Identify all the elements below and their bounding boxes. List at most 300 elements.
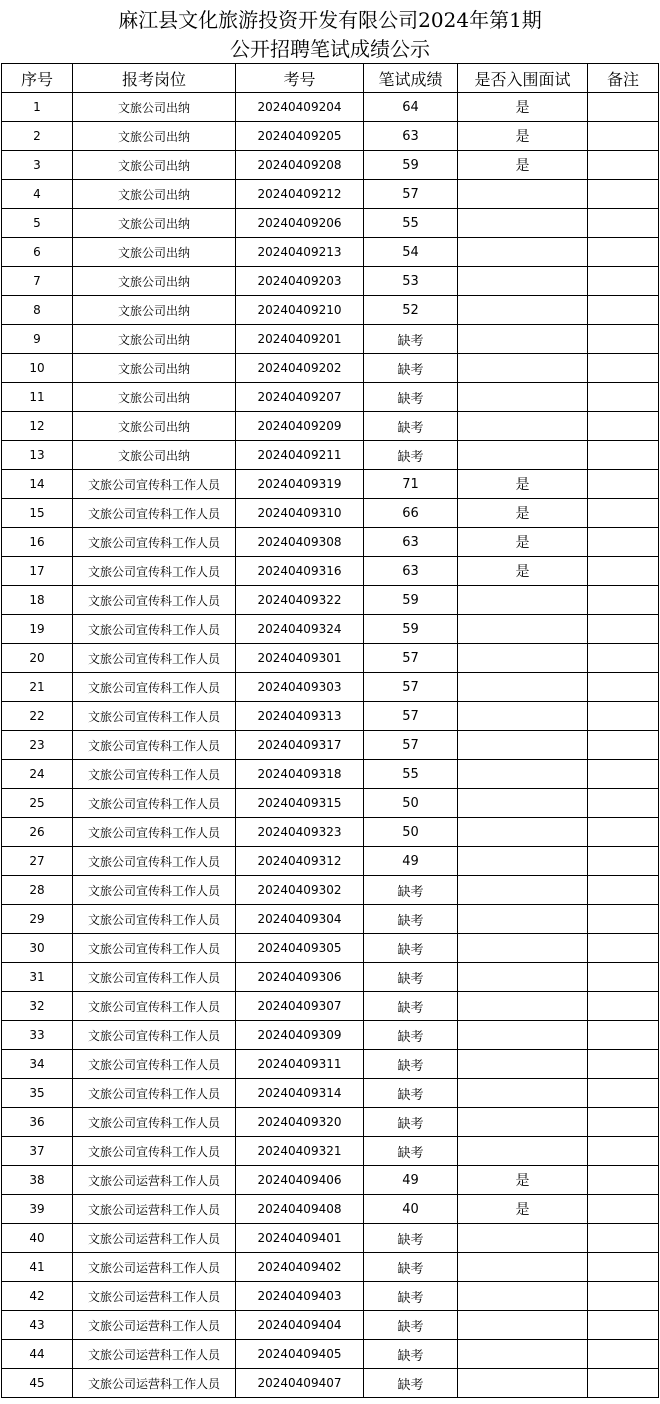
cell-remarks bbox=[588, 615, 659, 644]
table-row bbox=[2, 934, 659, 963]
cell-index: 24 bbox=[2, 760, 73, 789]
cell-shortlisted bbox=[458, 1253, 588, 1282]
title-line-1: 麻江县文化旅游投资开发有限公司2024年第1期 bbox=[118, 8, 542, 32]
cell-index: 40 bbox=[2, 1224, 73, 1253]
cell-exam-number: 20240409213 bbox=[236, 238, 364, 267]
cell-shortlisted bbox=[458, 1282, 588, 1311]
cell-score: 缺考 bbox=[364, 325, 458, 354]
cell-remarks bbox=[588, 1021, 659, 1050]
cell-exam-number: 20240409210 bbox=[236, 296, 364, 325]
cell-exam-number: 20240409208 bbox=[236, 151, 364, 180]
cell-position: 文旅公司宣传科工作人员 bbox=[73, 847, 236, 876]
cell-remarks bbox=[588, 441, 659, 470]
cell-score: 缺考 bbox=[364, 1137, 458, 1166]
header-index: 序号 bbox=[2, 64, 73, 93]
cell-exam-number: 20240409323 bbox=[236, 818, 364, 847]
cell-remarks bbox=[588, 586, 659, 615]
table-row bbox=[2, 499, 659, 528]
cell-shortlisted bbox=[458, 1079, 588, 1108]
cell-score: 59 bbox=[364, 586, 458, 615]
cell-shortlisted bbox=[458, 789, 588, 818]
cell-exam-number: 20240409201 bbox=[236, 325, 364, 354]
cell-exam-number: 20240409207 bbox=[236, 383, 364, 412]
cell-remarks bbox=[588, 644, 659, 673]
table-row bbox=[2, 1224, 659, 1253]
table-row bbox=[2, 1369, 659, 1398]
table-row bbox=[2, 441, 659, 470]
cell-exam-number: 20240409320 bbox=[236, 1108, 364, 1137]
cell-remarks bbox=[588, 557, 659, 586]
cell-position: 文旅公司运营科工作人员 bbox=[73, 1282, 236, 1311]
table-row bbox=[2, 876, 659, 905]
cell-index: 2 bbox=[2, 122, 73, 151]
cell-exam-number: 20240409211 bbox=[236, 441, 364, 470]
cell-index: 22 bbox=[2, 702, 73, 731]
cell-position: 文旅公司出纳 bbox=[73, 209, 236, 238]
cell-shortlisted bbox=[458, 296, 588, 325]
cell-exam-number: 20240409404 bbox=[236, 1311, 364, 1340]
cell-position: 文旅公司出纳 bbox=[73, 296, 236, 325]
cell-remarks bbox=[588, 1166, 659, 1195]
cell-remarks bbox=[588, 122, 659, 151]
cell-exam-number: 20240409406 bbox=[236, 1166, 364, 1195]
cell-position: 文旅公司宣传科工作人员 bbox=[73, 528, 236, 557]
cell-shortlisted bbox=[458, 1311, 588, 1340]
cell-index: 29 bbox=[2, 905, 73, 934]
cell-score: 53 bbox=[364, 267, 458, 296]
cell-exam-number: 20240409408 bbox=[236, 1195, 364, 1224]
cell-score: 缺考 bbox=[364, 1021, 458, 1050]
cell-score: 55 bbox=[364, 209, 458, 238]
table-row bbox=[2, 586, 659, 615]
cell-score: 缺考 bbox=[364, 1079, 458, 1108]
table-row bbox=[2, 528, 659, 557]
cell-remarks bbox=[588, 818, 659, 847]
cell-score: 缺考 bbox=[364, 1311, 458, 1340]
cell-score: 缺考 bbox=[364, 412, 458, 441]
cell-remarks bbox=[588, 180, 659, 209]
cell-exam-number: 20240409316 bbox=[236, 557, 364, 586]
table-row bbox=[2, 122, 659, 151]
cell-score: 缺考 bbox=[364, 1050, 458, 1079]
cell-index: 6 bbox=[2, 238, 73, 267]
cell-shortlisted bbox=[458, 586, 588, 615]
cell-score: 缺考 bbox=[364, 905, 458, 934]
table-row bbox=[2, 383, 659, 412]
cell-position: 文旅公司运营科工作人员 bbox=[73, 1340, 236, 1369]
cell-score: 54 bbox=[364, 238, 458, 267]
cell-score: 49 bbox=[364, 1166, 458, 1195]
cell-index: 1 bbox=[2, 93, 73, 122]
cell-score: 缺考 bbox=[364, 876, 458, 905]
header-remarks: 备注 bbox=[588, 64, 659, 93]
cell-exam-number: 20240409205 bbox=[236, 122, 364, 151]
cell-exam-number: 20240409206 bbox=[236, 209, 364, 238]
cell-shortlisted bbox=[458, 1021, 588, 1050]
cell-score: 66 bbox=[364, 499, 458, 528]
cell-exam-number: 20240409309 bbox=[236, 1021, 364, 1050]
cell-score: 40 bbox=[364, 1195, 458, 1224]
cell-index: 5 bbox=[2, 209, 73, 238]
cell-remarks bbox=[588, 383, 659, 412]
cell-position: 文旅公司宣传科工作人员 bbox=[73, 499, 236, 528]
cell-shortlisted: 是 bbox=[458, 151, 588, 180]
cell-index: 27 bbox=[2, 847, 73, 876]
cell-score: 57 bbox=[364, 702, 458, 731]
cell-exam-number: 20240409202 bbox=[236, 354, 364, 383]
cell-index: 4 bbox=[2, 180, 73, 209]
table-row bbox=[2, 151, 659, 180]
cell-remarks bbox=[588, 1079, 659, 1108]
cell-score: 缺考 bbox=[364, 1253, 458, 1282]
table-row bbox=[2, 644, 659, 673]
cell-index: 45 bbox=[2, 1369, 73, 1398]
table-row bbox=[2, 847, 659, 876]
cell-position: 文旅公司出纳 bbox=[73, 151, 236, 180]
cell-remarks bbox=[588, 528, 659, 557]
cell-shortlisted bbox=[458, 644, 588, 673]
cell-position: 文旅公司宣传科工作人员 bbox=[73, 557, 236, 586]
cell-index: 23 bbox=[2, 731, 73, 760]
cell-index: 34 bbox=[2, 1050, 73, 1079]
cell-shortlisted bbox=[458, 934, 588, 963]
cell-shortlisted bbox=[458, 876, 588, 905]
cell-exam-number: 20240409405 bbox=[236, 1340, 364, 1369]
table-row bbox=[2, 1253, 659, 1282]
cell-score: 缺考 bbox=[364, 354, 458, 383]
cell-remarks bbox=[588, 1311, 659, 1340]
cell-exam-number: 20240409212 bbox=[236, 180, 364, 209]
cell-remarks bbox=[588, 760, 659, 789]
cell-exam-number: 20240409321 bbox=[236, 1137, 364, 1166]
table-row bbox=[2, 615, 659, 644]
cell-score: 缺考 bbox=[364, 1282, 458, 1311]
table-body bbox=[2, 93, 659, 1398]
table-row bbox=[2, 760, 659, 789]
cell-remarks bbox=[588, 847, 659, 876]
cell-remarks bbox=[588, 209, 659, 238]
cell-exam-number: 20240409322 bbox=[236, 586, 364, 615]
cell-exam-number: 20240409301 bbox=[236, 644, 364, 673]
cell-index: 14 bbox=[2, 470, 73, 499]
cell-score: 49 bbox=[364, 847, 458, 876]
cell-index: 44 bbox=[2, 1340, 73, 1369]
cell-position: 文旅公司宣传科工作人员 bbox=[73, 731, 236, 760]
cell-index: 17 bbox=[2, 557, 73, 586]
cell-remarks bbox=[588, 1137, 659, 1166]
cell-remarks bbox=[588, 412, 659, 441]
table-row bbox=[2, 267, 659, 296]
table-row bbox=[2, 1340, 659, 1369]
cell-exam-number: 20240409319 bbox=[236, 470, 364, 499]
cell-score: 57 bbox=[364, 644, 458, 673]
cell-shortlisted: 是 bbox=[458, 122, 588, 151]
cell-shortlisted bbox=[458, 412, 588, 441]
cell-shortlisted bbox=[458, 818, 588, 847]
cell-position: 文旅公司宣传科工作人员 bbox=[73, 1137, 236, 1166]
cell-exam-number: 20240409307 bbox=[236, 992, 364, 1021]
cell-index: 3 bbox=[2, 151, 73, 180]
cell-position: 文旅公司宣传科工作人员 bbox=[73, 644, 236, 673]
cell-score: 57 bbox=[364, 673, 458, 702]
cell-score: 缺考 bbox=[364, 1369, 458, 1398]
cell-score: 缺考 bbox=[364, 934, 458, 963]
cell-index: 25 bbox=[2, 789, 73, 818]
table-row bbox=[2, 470, 659, 499]
cell-shortlisted bbox=[458, 354, 588, 383]
cell-shortlisted bbox=[458, 441, 588, 470]
cell-index: 37 bbox=[2, 1137, 73, 1166]
cell-exam-number: 20240409407 bbox=[236, 1369, 364, 1398]
cell-position: 文旅公司宣传科工作人员 bbox=[73, 876, 236, 905]
table-row bbox=[2, 963, 659, 992]
cell-position: 文旅公司出纳 bbox=[73, 93, 236, 122]
cell-index: 42 bbox=[2, 1282, 73, 1311]
cell-position: 文旅公司宣传科工作人员 bbox=[73, 1050, 236, 1079]
cell-score: 55 bbox=[364, 760, 458, 789]
table-row bbox=[2, 1108, 659, 1137]
cell-position: 文旅公司出纳 bbox=[73, 325, 236, 354]
table-row bbox=[2, 209, 659, 238]
results-table bbox=[1, 63, 659, 1398]
cell-remarks bbox=[588, 1282, 659, 1311]
cell-index: 35 bbox=[2, 1079, 73, 1108]
cell-position: 文旅公司运营科工作人员 bbox=[73, 1369, 236, 1398]
cell-exam-number: 20240409312 bbox=[236, 847, 364, 876]
cell-score: 缺考 bbox=[364, 963, 458, 992]
cell-position: 文旅公司宣传科工作人员 bbox=[73, 1079, 236, 1108]
table-row bbox=[2, 1050, 659, 1079]
cell-score: 缺考 bbox=[364, 1224, 458, 1253]
table-row bbox=[2, 296, 659, 325]
table-row bbox=[2, 325, 659, 354]
cell-shortlisted bbox=[458, 325, 588, 354]
cell-score: 57 bbox=[364, 731, 458, 760]
cell-exam-number: 20240409318 bbox=[236, 760, 364, 789]
cell-score: 50 bbox=[364, 818, 458, 847]
cell-position: 文旅公司运营科工作人员 bbox=[73, 1166, 236, 1195]
cell-index: 13 bbox=[2, 441, 73, 470]
cell-index: 18 bbox=[2, 586, 73, 615]
cell-position: 文旅公司宣传科工作人员 bbox=[73, 470, 236, 499]
cell-remarks bbox=[588, 354, 659, 383]
cell-index: 28 bbox=[2, 876, 73, 905]
cell-shortlisted bbox=[458, 1050, 588, 1079]
cell-shortlisted: 是 bbox=[458, 1166, 588, 1195]
cell-position: 文旅公司宣传科工作人员 bbox=[73, 992, 236, 1021]
cell-position: 文旅公司宣传科工作人员 bbox=[73, 673, 236, 702]
cell-shortlisted bbox=[458, 905, 588, 934]
cell-index: 12 bbox=[2, 412, 73, 441]
cell-remarks bbox=[588, 1340, 659, 1369]
header-shortlisted: 是否入围面试 bbox=[458, 64, 588, 93]
cell-position: 文旅公司出纳 bbox=[73, 383, 236, 412]
cell-shortlisted bbox=[458, 992, 588, 1021]
cell-position: 文旅公司运营科工作人员 bbox=[73, 1195, 236, 1224]
cell-position: 文旅公司宣传科工作人员 bbox=[73, 818, 236, 847]
cell-remarks bbox=[588, 1253, 659, 1282]
cell-index: 36 bbox=[2, 1108, 73, 1137]
cell-position: 文旅公司宣传科工作人员 bbox=[73, 1108, 236, 1137]
cell-exam-number: 20240409303 bbox=[236, 673, 364, 702]
cell-score: 缺考 bbox=[364, 1108, 458, 1137]
table-row bbox=[2, 412, 659, 441]
cell-exam-number: 20240409402 bbox=[236, 1253, 364, 1282]
cell-exam-number: 20240409324 bbox=[236, 615, 364, 644]
cell-index: 43 bbox=[2, 1311, 73, 1340]
cell-shortlisted bbox=[458, 383, 588, 412]
cell-shortlisted bbox=[458, 238, 588, 267]
table-row bbox=[2, 731, 659, 760]
cell-remarks bbox=[588, 1224, 659, 1253]
cell-position: 文旅公司运营科工作人员 bbox=[73, 1224, 236, 1253]
cell-exam-number: 20240409315 bbox=[236, 789, 364, 818]
cell-exam-number: 20240409308 bbox=[236, 528, 364, 557]
cell-remarks bbox=[588, 934, 659, 963]
cell-index: 38 bbox=[2, 1166, 73, 1195]
cell-remarks bbox=[588, 325, 659, 354]
table-row bbox=[2, 673, 659, 702]
cell-remarks bbox=[588, 1050, 659, 1079]
cell-remarks bbox=[588, 876, 659, 905]
table-row bbox=[2, 905, 659, 934]
cell-index: 16 bbox=[2, 528, 73, 557]
cell-exam-number: 20240409317 bbox=[236, 731, 364, 760]
cell-exam-number: 20240409313 bbox=[236, 702, 364, 731]
table-row bbox=[2, 1311, 659, 1340]
cell-score: 缺考 bbox=[364, 383, 458, 412]
cell-position: 文旅公司出纳 bbox=[73, 412, 236, 441]
cell-shortlisted: 是 bbox=[458, 1195, 588, 1224]
cell-shortlisted: 是 bbox=[458, 528, 588, 557]
cell-remarks bbox=[588, 93, 659, 122]
header-exam-number: 考号 bbox=[236, 64, 364, 93]
cell-remarks bbox=[588, 1369, 659, 1398]
cell-shortlisted bbox=[458, 1340, 588, 1369]
cell-remarks bbox=[588, 963, 659, 992]
cell-remarks bbox=[588, 296, 659, 325]
header-position: 报考岗位 bbox=[73, 64, 236, 93]
cell-shortlisted bbox=[458, 267, 588, 296]
cell-remarks bbox=[588, 702, 659, 731]
cell-exam-number: 20240409403 bbox=[236, 1282, 364, 1311]
cell-exam-number: 20240409204 bbox=[236, 93, 364, 122]
cell-score: 63 bbox=[364, 557, 458, 586]
cell-index: 20 bbox=[2, 644, 73, 673]
cell-shortlisted bbox=[458, 731, 588, 760]
cell-position: 文旅公司宣传科工作人员 bbox=[73, 963, 236, 992]
cell-remarks bbox=[588, 992, 659, 1021]
cell-shortlisted bbox=[458, 673, 588, 702]
cell-index: 10 bbox=[2, 354, 73, 383]
cell-index: 21 bbox=[2, 673, 73, 702]
table-row bbox=[2, 789, 659, 818]
table-row bbox=[2, 1137, 659, 1166]
cell-position: 文旅公司宣传科工作人员 bbox=[73, 934, 236, 963]
cell-position: 文旅公司运营科工作人员 bbox=[73, 1311, 236, 1340]
table-row bbox=[2, 702, 659, 731]
cell-remarks bbox=[588, 1195, 659, 1224]
page-title bbox=[0, 0, 660, 63]
cell-exam-number: 20240409401 bbox=[236, 1224, 364, 1253]
cell-index: 9 bbox=[2, 325, 73, 354]
cell-position: 文旅公司出纳 bbox=[73, 180, 236, 209]
cell-score: 缺考 bbox=[364, 1340, 458, 1369]
cell-remarks bbox=[588, 499, 659, 528]
cell-index: 41 bbox=[2, 1253, 73, 1282]
cell-position: 文旅公司宣传科工作人员 bbox=[73, 702, 236, 731]
cell-score: 50 bbox=[364, 789, 458, 818]
table-row bbox=[2, 93, 659, 122]
cell-position: 文旅公司宣传科工作人员 bbox=[73, 760, 236, 789]
cell-remarks bbox=[588, 1108, 659, 1137]
cell-remarks bbox=[588, 151, 659, 180]
cell-exam-number: 20240409209 bbox=[236, 412, 364, 441]
cell-position: 文旅公司出纳 bbox=[73, 354, 236, 383]
cell-index: 33 bbox=[2, 1021, 73, 1050]
cell-exam-number: 20240409314 bbox=[236, 1079, 364, 1108]
cell-position: 文旅公司宣传科工作人员 bbox=[73, 789, 236, 818]
cell-remarks bbox=[588, 673, 659, 702]
table-row bbox=[2, 354, 659, 383]
cell-score: 缺考 bbox=[364, 441, 458, 470]
table-row bbox=[2, 992, 659, 1021]
cell-index: 19 bbox=[2, 615, 73, 644]
cell-exam-number: 20240409302 bbox=[236, 876, 364, 905]
cell-position: 文旅公司宣传科工作人员 bbox=[73, 586, 236, 615]
cell-exam-number: 20240409304 bbox=[236, 905, 364, 934]
cell-exam-number: 20240409311 bbox=[236, 1050, 364, 1079]
cell-score: 59 bbox=[364, 615, 458, 644]
table-row bbox=[2, 1021, 659, 1050]
cell-shortlisted: 是 bbox=[458, 557, 588, 586]
cell-index: 30 bbox=[2, 934, 73, 963]
cell-shortlisted: 是 bbox=[458, 470, 588, 499]
table-row bbox=[2, 818, 659, 847]
cell-remarks bbox=[588, 731, 659, 760]
cell-remarks bbox=[588, 238, 659, 267]
table-row bbox=[2, 238, 659, 267]
cell-shortlisted bbox=[458, 1108, 588, 1137]
table-row bbox=[2, 1195, 659, 1224]
cell-score: 57 bbox=[364, 180, 458, 209]
table-row bbox=[2, 1166, 659, 1195]
cell-position: 文旅公司宣传科工作人员 bbox=[73, 1021, 236, 1050]
cell-position: 文旅公司出纳 bbox=[73, 122, 236, 151]
cell-shortlisted bbox=[458, 1224, 588, 1253]
table-row bbox=[2, 1282, 659, 1311]
cell-index: 15 bbox=[2, 499, 73, 528]
cell-shortlisted: 是 bbox=[458, 499, 588, 528]
cell-score: 63 bbox=[364, 528, 458, 557]
cell-position: 文旅公司出纳 bbox=[73, 441, 236, 470]
cell-score: 缺考 bbox=[364, 992, 458, 1021]
cell-position: 文旅公司运营科工作人员 bbox=[73, 1253, 236, 1282]
cell-score: 52 bbox=[364, 296, 458, 325]
table-row bbox=[2, 557, 659, 586]
cell-index: 7 bbox=[2, 267, 73, 296]
cell-score: 64 bbox=[364, 93, 458, 122]
cell-position: 文旅公司宣传科工作人员 bbox=[73, 615, 236, 644]
cell-position: 文旅公司出纳 bbox=[73, 238, 236, 267]
cell-remarks bbox=[588, 789, 659, 818]
cell-shortlisted bbox=[458, 760, 588, 789]
cell-shortlisted bbox=[458, 847, 588, 876]
cell-position: 文旅公司出纳 bbox=[73, 267, 236, 296]
cell-index: 39 bbox=[2, 1195, 73, 1224]
cell-index: 31 bbox=[2, 963, 73, 992]
cell-shortlisted bbox=[458, 702, 588, 731]
